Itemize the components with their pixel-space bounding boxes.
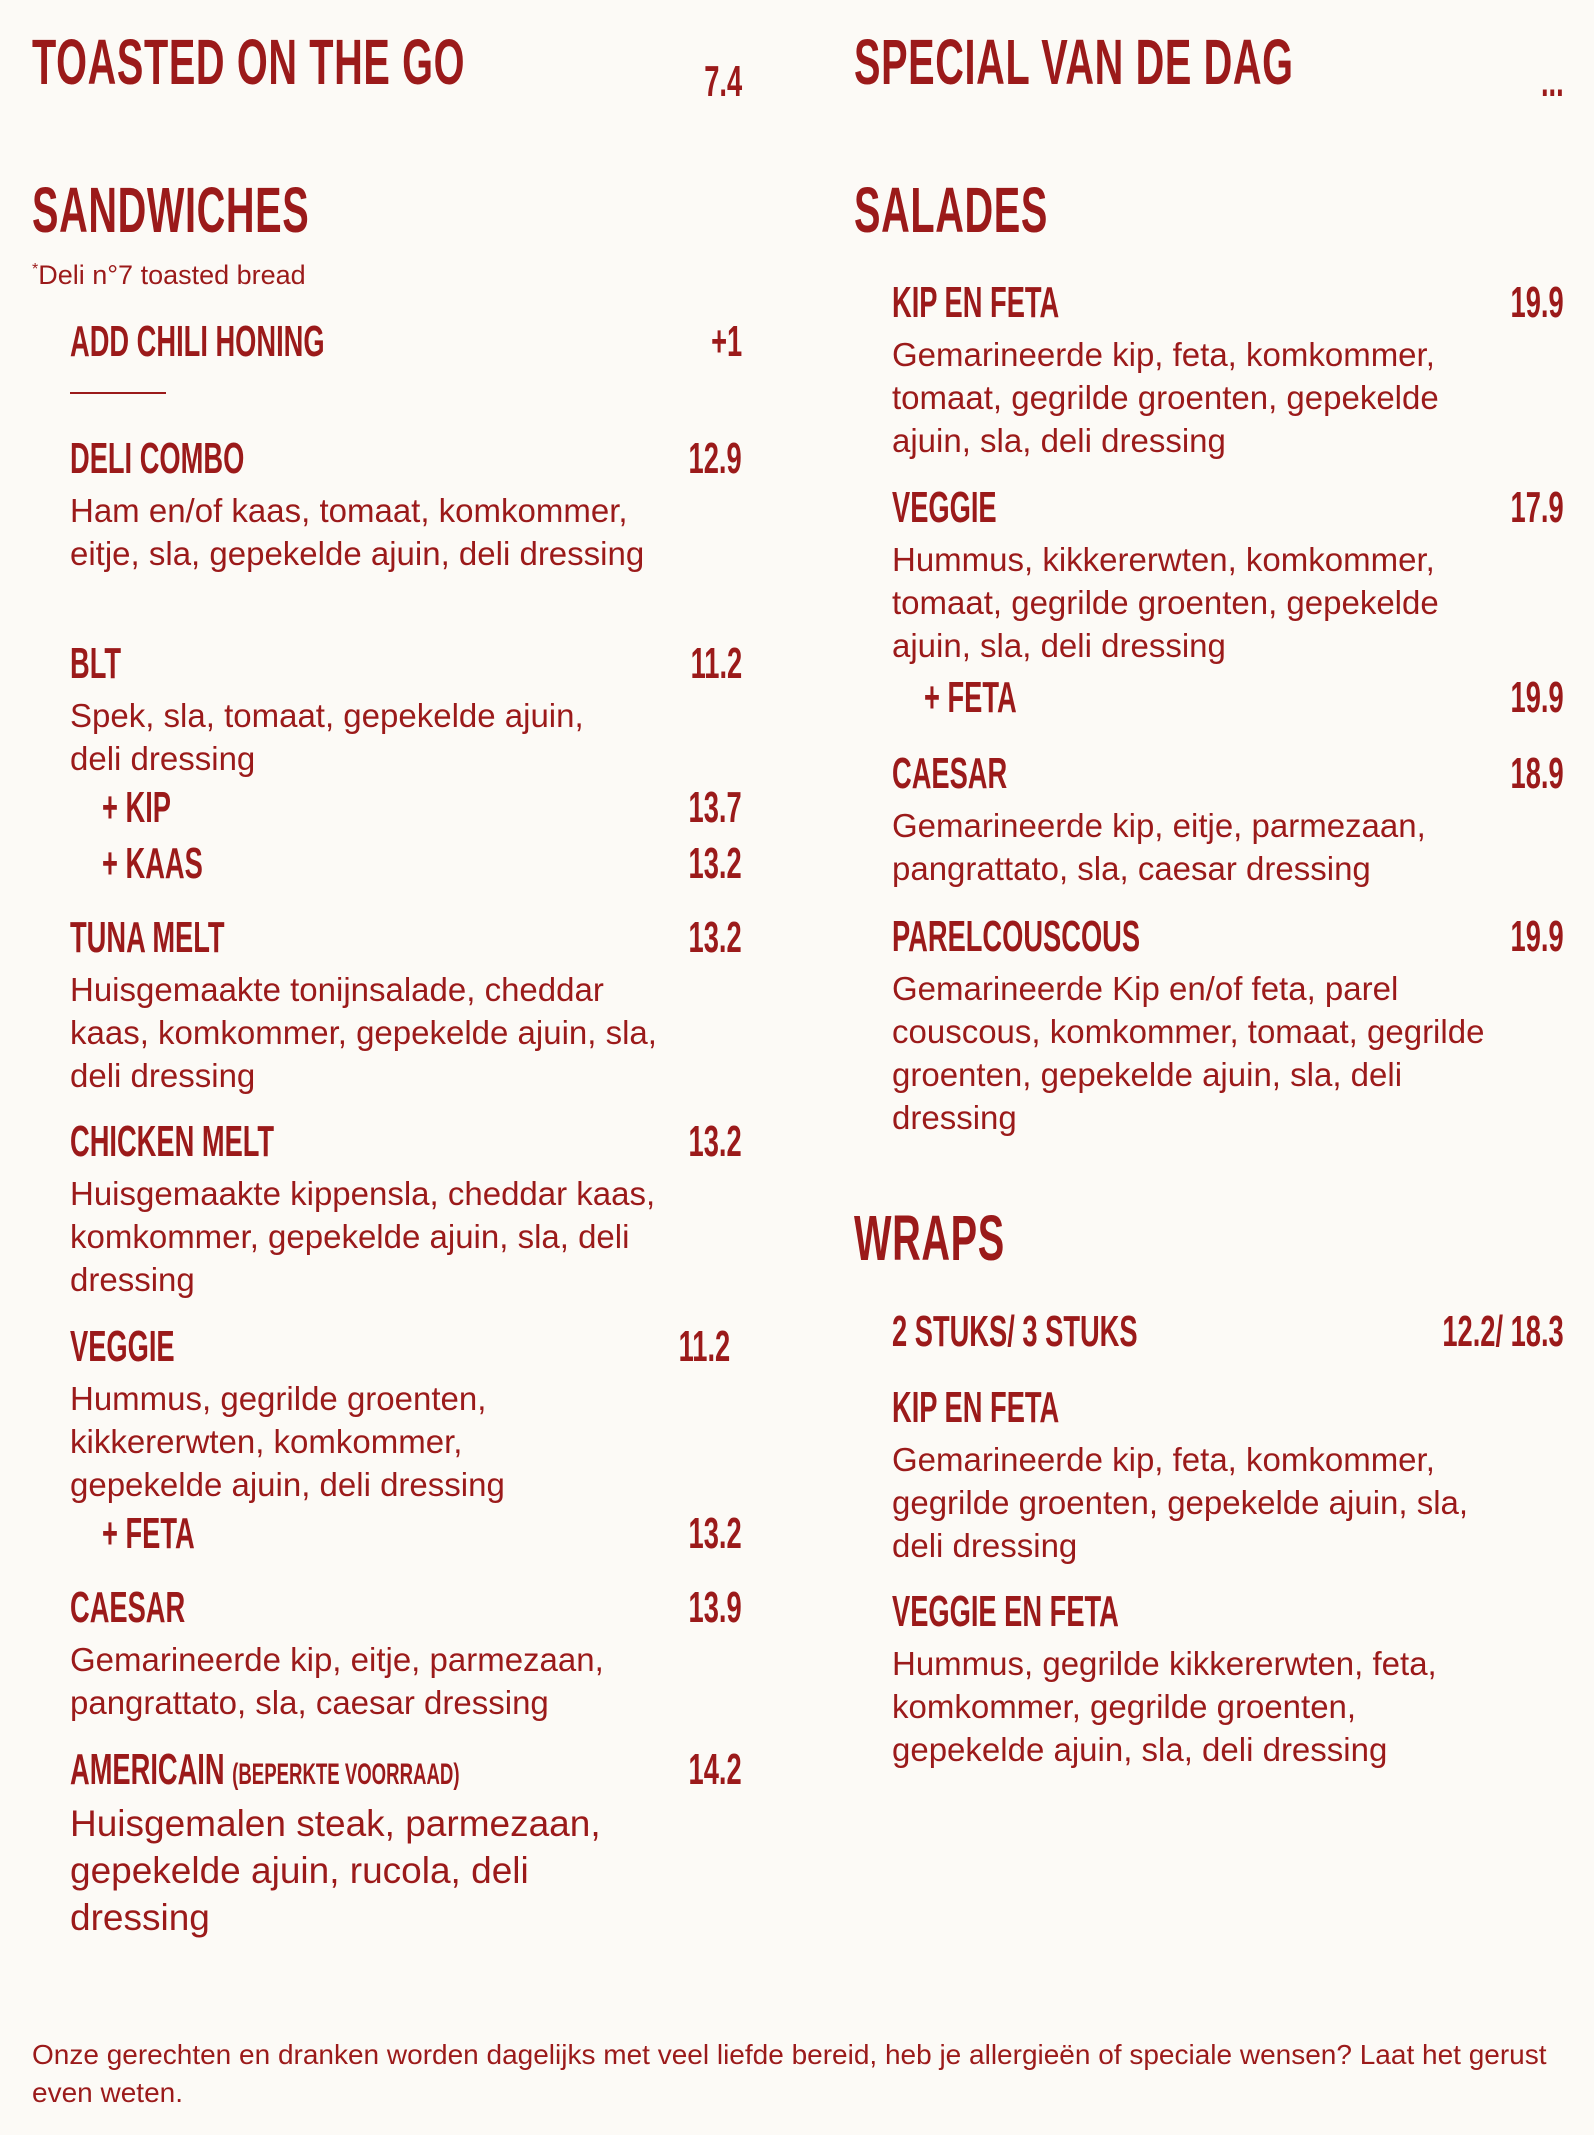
- item-price: 11.2: [678, 1322, 730, 1371]
- addon-name: + KIP: [102, 783, 171, 832]
- item-price: 18.9: [1510, 749, 1564, 798]
- item-name: BLT: [70, 639, 122, 688]
- toasted-price: 7.4: [704, 57, 742, 106]
- item-description: Gemarineerde Kip en/of feta, parel couscous, komkommer, tomaat, gegrilde groenten, gepekelde ajuin, sla, deli dressing: [892, 970, 1485, 1136]
- item-price: 17.9: [1510, 483, 1564, 532]
- item-name: CAESAR: [70, 1583, 186, 1632]
- addon-name: + FETA: [102, 1509, 195, 1558]
- item-description: Gemarineerde kip, feta, komkommer, tomaat, gegrilde groenten, gepekelde ajuin, sla, deli dressing: [892, 336, 1439, 459]
- sandwiches-title: SANDWICHES: [32, 174, 310, 246]
- footer-note: Onze gerechten en dranken worden dagelijks met veel liefde bereid, heb je allergieën of speciale wensen? Laat het gerust even weten.: [32, 2039, 1547, 2108]
- addon-name: + FETA: [924, 673, 1017, 722]
- item-description: Gemarineerde kip, eitje, parmezaan, pangrattato, sla, caesar dressing: [892, 807, 1426, 887]
- item-description: Hummus, gegrilde kikkererwten, feta, komkommer, gegrilde groenten, gepekelde ajuin, sla, deli dressing: [892, 1645, 1437, 1768]
- item-name: TUNA MELT: [70, 913, 225, 962]
- item-price: 13.9: [688, 1583, 742, 1632]
- item-price: 11.2: [690, 639, 742, 688]
- item-price: 13.2: [688, 913, 742, 962]
- item-name-main: AMERICAIN: [70, 1745, 225, 1794]
- item-name: KIP EN FETA: [892, 278, 1060, 327]
- note-asterisk: *: [32, 261, 39, 278]
- item-description: Gemarineerde kip, feta, komkommer, gegrilde groenten, gepekelde ajuin, sla, deli dressing: [892, 1441, 1469, 1564]
- addon-price: 13.2: [688, 1509, 742, 1558]
- item-name: KIP EN FETA: [892, 1383, 1060, 1432]
- addon-price: 13.2: [688, 839, 742, 888]
- item-name: PARELCOUSCOUS: [892, 912, 1141, 961]
- item-description: Huisgemaakte kippensla, cheddar kaas, komkommer, gepekelde ajuin, sla, deli dressing: [70, 1175, 656, 1298]
- item-price: 12.9: [688, 434, 742, 483]
- wraps-title: WRAPS: [854, 1202, 1005, 1274]
- item-name: VEGGIE EN FETA: [892, 1587, 1119, 1636]
- item-description: Hummus, kikkererwten, komkommer, tomaat, gegrilde groenten, gepekelde ajuin, sla, deli dressing: [892, 541, 1439, 664]
- item-name-note: (BEPERKTE VOORRAAD): [232, 1758, 460, 1791]
- special-price: ...: [1541, 57, 1564, 106]
- special-title: SPECIAL VAN DE DAG: [854, 26, 1294, 98]
- note-text: Deli n°7 toasted bread: [38, 260, 306, 290]
- addon-price: 19.9: [1510, 673, 1564, 722]
- item-name: DELI COMBO: [70, 434, 245, 483]
- divider: [70, 392, 166, 394]
- addon-price: 13.7: [688, 783, 742, 832]
- item-description: Ham en/of kaas, tomaat, komkommer, eitje, sla, gepekelde ajuin, deli dressing: [70, 492, 645, 572]
- item-name: CHICKEN MELT: [70, 1117, 275, 1166]
- item-description: Hummus, gegrilde groenten, kikkererwten, komkommer, gepekelde ajuin, deli dressing: [70, 1380, 505, 1503]
- item-name: VEGGIE: [70, 1322, 175, 1371]
- item-price: 19.9: [1510, 278, 1564, 327]
- wraps-size-price: 12.2/ 18.3: [1442, 1307, 1564, 1356]
- item-name: VEGGIE: [892, 483, 997, 532]
- addon-name: + KAAS: [102, 839, 203, 888]
- item-name: CAESAR: [892, 749, 1008, 798]
- sandwiches-note: [32, 262, 306, 289]
- toasted-title: TOASTED ON THE GO: [32, 26, 466, 98]
- item-price: 13.2: [688, 1117, 742, 1166]
- item-description: Huisgemalen steak, parmezaan, gepekelde ajuin, rucola, deli dressing: [70, 1803, 601, 1938]
- add-chili-price: +1: [710, 317, 742, 366]
- wraps-size-name: 2 STUKS/ 3 STUKS: [892, 1307, 1138, 1356]
- item-price: 19.9: [1510, 912, 1564, 961]
- item-name: [70, 1745, 460, 1794]
- item-description: Gemarineerde kip, eitje, parmezaan, pangrattato, sla, caesar dressing: [70, 1641, 604, 1721]
- item-description: Huisgemaakte tonijnsalade, cheddar kaas, komkommer, gepekelde ajuin, sla, deli dressing: [70, 971, 657, 1094]
- add-chili-name: ADD CHILI HONING: [70, 317, 325, 366]
- item-price: 14.2: [688, 1745, 742, 1794]
- item-description: Spek, sla, tomaat, gepekelde ajuin, deli dressing: [70, 697, 584, 777]
- salades-title: SALADES: [854, 174, 1048, 246]
